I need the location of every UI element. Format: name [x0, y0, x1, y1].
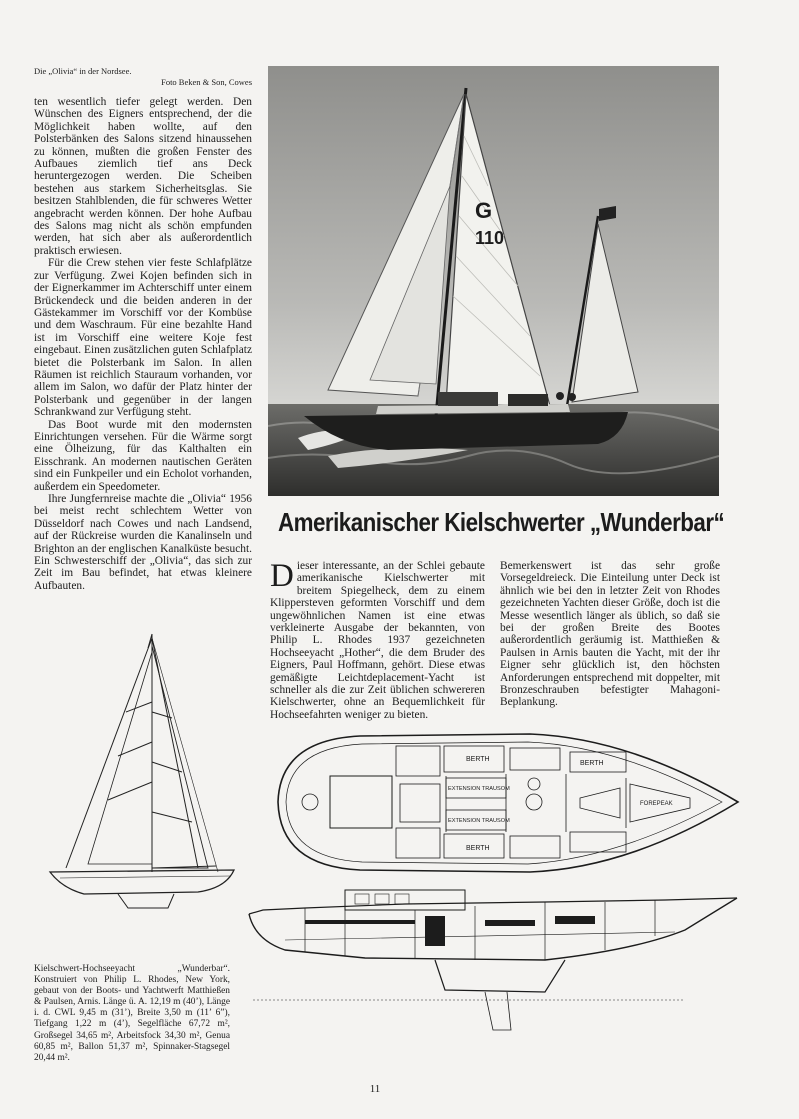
forepeak-label: FOREPEAK — [640, 801, 673, 807]
left-paragraph-4: Ihre Jungfernreise machte die „Olivia“ 1956 bei meist recht schlechtem Wetter von Düsseldorf nach Cowes und nach Landsend, auf der Rückreise wurden die Kanalinseln und Brighton an der englischen Kanalküste besucht. Ein Schwesterschiff der „Olivia“, das sich zur Zeit im Bau befindet, hat etwas kleinere Aufbauten. — [34, 493, 252, 592]
yacht-photo-illustration — [268, 66, 719, 496]
sail-letter: G — [475, 198, 493, 223]
profile-drawing — [245, 880, 745, 1040]
trausom-label-top: EXTENSION TRAUSOM — [448, 786, 510, 792]
article-title: Amerikanischer Kielschwerter „Wunderbar“ — [278, 507, 725, 537]
left-paragraph-2: Für die Crew stehen vier feste Schlafplätze zur Verfügung. Zwei Kojen befinden sich in der Eignerkammer im Achterschiff unter einem Brückendeck und die beiden anderen in der Gästekammer im Vorschiff vor der Kombüse und dem Waschraum. Für eine bezahlte Hand ist im Vorschiff eine weitere Koje fest eingebaut. Einen zusätzlichen guten Schlafplatz bietet die Polsterbank im Salon. In allen Räumen ist reichlich Stauraum vorhanden, vor allem im Salon, wo dafür der Platz hinter der Polsterbank und gegenüber in der langen Schrankwand zur Verfügung steht. — [34, 257, 252, 419]
berth-label-top: BERTH — [466, 756, 490, 763]
berth-label-bottom: BERTH — [466, 845, 490, 852]
sail-plan-illustration — [48, 632, 243, 912]
accommodation-plan-illustration — [270, 728, 740, 880]
article-middle-paragraph — [270, 560, 485, 721]
photo-caption — [34, 66, 252, 88]
trausom-label-bottom: EXTENSION TRAUSOM — [448, 818, 510, 824]
profile-illustration — [245, 880, 745, 1040]
article-middle-column — [270, 560, 485, 721]
article-middle-text: ieser interessante, an der Schlei gebaute amerikanische Kielschwerter mit breitem Spiegelheck, dem zu einem Klippersteven geformten Vorschiff und dem ungewöhnlichen Namen ist eine etwas verkleinerte Ausgabe der bekannten, von Philip L. Rhodes 1937 gezeichneten Hochseeyacht „Hother“, die dem Bruder des Eigners, Paul Hoffmann, gehört. Diese etwas gemäßigte Leichtdeplacement-Yacht ist schneller als die zur Zeit üblichen schwereren Kielschwerter, ohne an Bequemlichkeit für Hochseefahrten weniger zu bieten. — [270, 560, 485, 721]
yacht-photo — [268, 66, 719, 496]
berth-label-right: BERTH — [580, 760, 604, 767]
figure-caption: Kielschwert-Hochseeyacht „Wunderbar“. Konstruiert von Philip L. Rhodes, New York, gebaut von der Boots- und Yachtwerft Matthießen & Paulsen, Arnis. Länge ü. A. 12,19 m (40’), Länge i. d. CWL 9,45 m (31’), Breite 3,50 m (11’ 6”), Tiefgang 1,22 m (4’), Segelfläche 67,72 m², Großsegel 34,65 m², Arbeitsfock 34,30 m², Genua 60,85 m², Ballon 51,37 m², Spinnaker-Stagsegel 20,44 m². — [34, 964, 230, 1063]
dropcap: D — [270, 558, 294, 594]
photo-credit: Foto Beken & Son, Cowes — [161, 77, 252, 87]
page-number: 11 — [369, 1083, 381, 1095]
article-right-column — [500, 560, 720, 709]
photo-caption-text: Die „Olivia“ in der Nordsee. — [34, 66, 132, 76]
article-right-text: Bemerkenswert ist das sehr große Vorsegeldreieck. Die Einteilung unter Deck ist ähnlich wie bei den in letzter Zeit von Rhodes gezeichneten Yachten dieser Größe, doch ist die Messe wesentlich länger als üblich, so daß sie bei der großen Breite des Bootes außerordentlich geräumig ist. Matthießen & Paulsen in Arnis bauten die Yacht, mit der ihr Eigner sehr glücklich ist, den höchsten Anforderungen entsprechend mit doppelter, mit Bronzeschrauben befestigter Mahagoni-Beplankung. — [500, 560, 720, 709]
left-column — [34, 96, 252, 592]
accommodation-plan — [270, 728, 740, 880]
sail-plan-drawing — [48, 632, 243, 912]
left-paragraph-3: Das Boot wurde mit den modernsten Einrichtungen versehen. Für die Wärme sorgt eine Ölheizung, für das Kalthalten ein Eisschrank. An modernen nautischen Geräten sind ein Funkpeiler und ein Echolot vorhanden, außerdem ein Speedometer. — [34, 418, 252, 493]
sail-digits: 110 — [475, 228, 505, 248]
left-paragraph-1: ten wesentlich tiefer gelegt werden. Den Wünschen des Eigners entsprechend, der die Möglichkeit haben wollte, auf den Polsterbänken des Salons sitzend hinaussehen zu können, mußten die großen Fenster des Aufbaues ziemlich tief ans Deck heruntergezogen werden. Die Scheiben bestehen aus starkem Sicherheitsglas. Sie besitzen Stahlblenden, die für schweres Wetter angebracht werden können. Der hohe Aufbau des Salons mag nicht als schön empfunden werden, hat sich aber als außerordentlich praktisch erwiesen. — [34, 96, 252, 257]
